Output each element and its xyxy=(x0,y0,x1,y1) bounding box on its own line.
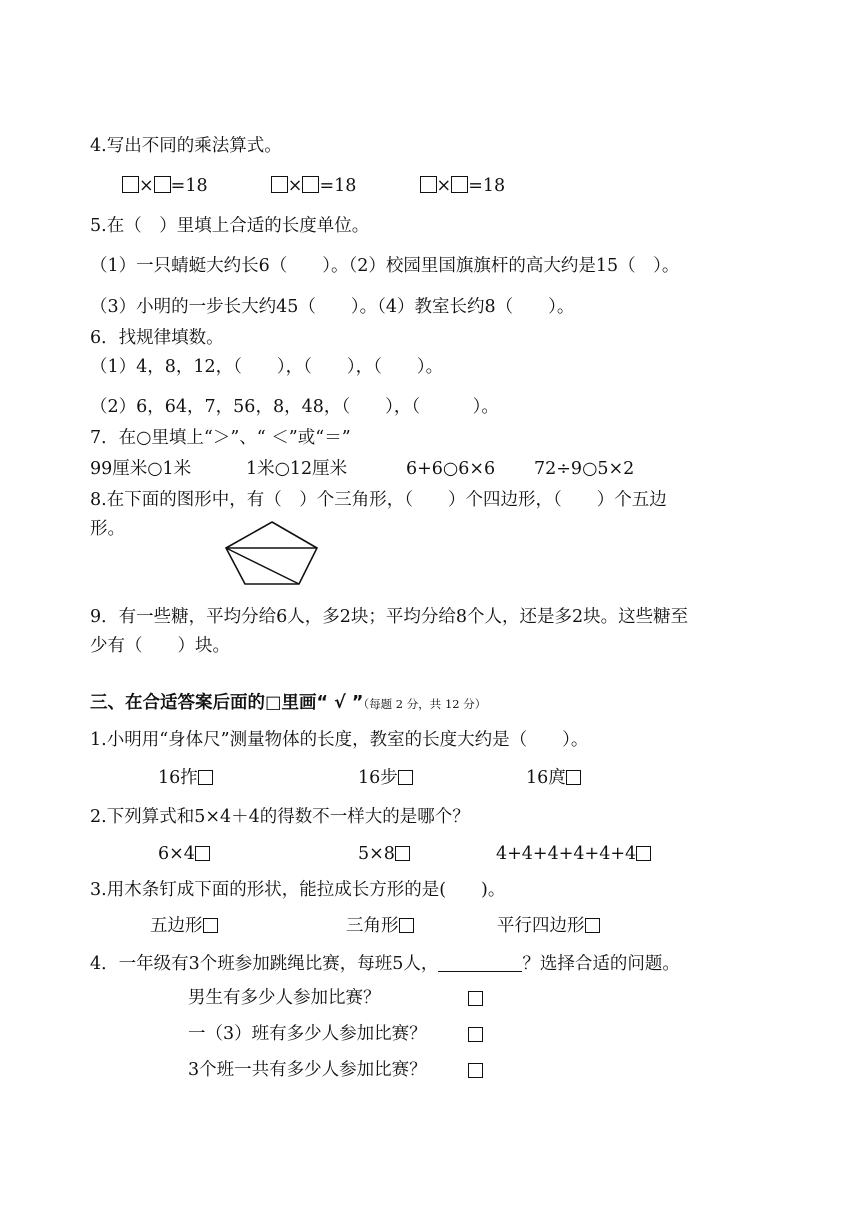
answer-box[interactable] xyxy=(302,176,319,193)
question-8-line-1: 8.在下面的图形中，有（ ）个三角形，（ ）个四边形，（ ）个五边 xyxy=(90,490,667,510)
checkbox[interactable] xyxy=(468,1063,483,1078)
checkbox[interactable] xyxy=(468,1027,483,1042)
checkbox[interactable] xyxy=(468,991,483,1006)
multiplication-row: × =18 × =18 × =18 xyxy=(122,176,505,197)
s4-option-3: 3个班一共有多少人参加比赛？ xyxy=(188,1060,427,1080)
pentagon-figure xyxy=(220,518,324,590)
compare-item-1: 99厘米○1米 xyxy=(90,459,192,479)
s4-option-1: 男生有多少人参加比赛？ xyxy=(188,988,381,1008)
s3-option-2: 三角形 xyxy=(346,916,414,937)
question-9-line-2: 少有（ ）块。 xyxy=(90,636,230,656)
checkbox[interactable] xyxy=(585,918,600,933)
checkbox[interactable] xyxy=(566,770,581,785)
s2-option-1: 6×4 xyxy=(158,844,210,865)
s3-option-3: 平行四边形 xyxy=(497,916,600,937)
question-7-title: 7．在○里填上“＞”、“ ＜”或“＝” xyxy=(90,428,351,448)
s2-option-2: 5×8 xyxy=(358,844,410,865)
checkbox[interactable] xyxy=(398,770,413,785)
s3-title: 3.用木条钉成下面的形状，能拉成长方形的是( )。 xyxy=(90,880,506,900)
s1-option-1: 16拃 xyxy=(158,768,213,789)
checkbox[interactable] xyxy=(636,846,651,861)
s2-option-3: 4+4+4+4+4+4 xyxy=(496,844,651,865)
checkbox[interactable] xyxy=(395,846,410,861)
question-5-line-1: （1）一只蜻蜓大约长6（ ）。（2）校园里国旗旗杆的高大约是15（ ）。 xyxy=(90,256,680,276)
s1-option-2: 16步 xyxy=(358,768,413,789)
s4-title: 4．一年级有3个班参加跳绳比赛，每班5人， ？选择合适的问题。 xyxy=(90,954,680,974)
answer-box[interactable] xyxy=(420,176,437,193)
question-6-line-1: （1）4，8，12，（ ），（ ），（ ）。 xyxy=(90,357,444,377)
s1-option-3: 16庹 xyxy=(526,768,581,789)
answer-box[interactable] xyxy=(451,176,468,193)
question-5-title: 5.在（ ）里填上合适的长度单位。 xyxy=(90,216,370,236)
checkbox[interactable] xyxy=(203,918,218,933)
question-6-line-2: （2）6，64，7，56，8，48，（ ），（ ）。 xyxy=(90,397,499,417)
checkbox[interactable] xyxy=(195,846,210,861)
section-3-heading: 三、在合适答案后面的□里画“ √ ”（每题 2 分，共 12 分） xyxy=(90,693,487,713)
s1-title: 1.小明用“身体尺”测量物体的长度，教室的长度大约是（ ）。 xyxy=(90,730,589,750)
question-4-title: 4.写出不同的乘法算式。 xyxy=(90,136,282,156)
compare-item-3: 6+6○6×6 xyxy=(406,459,496,479)
compare-item-4: 72÷9○5×2 xyxy=(534,459,635,479)
s2-title: 2.下列算式和5×4＋4的得数不一样大的是哪个？ xyxy=(90,807,470,827)
checkbox[interactable] xyxy=(198,770,213,785)
compare-item-2: 1米○12厘米 xyxy=(246,459,348,479)
question-9-line-1: 9．有一些糖，平均分给6人，多2块；平均分给8个人，还是多2块。这些糖至 xyxy=(90,607,689,627)
question-8-line-2: 形。 xyxy=(90,519,125,539)
answer-box[interactable] xyxy=(271,176,288,193)
answer-box[interactable] xyxy=(122,176,139,193)
s3-option-1: 五边形 xyxy=(150,916,218,937)
section-3-score-note: （每题 2 分，共 12 分） xyxy=(363,697,487,711)
answer-blank[interactable] xyxy=(438,953,522,972)
answer-box[interactable] xyxy=(154,176,171,193)
question-5-line-2: （3）小明的一步长大约45（ ）。（4）教室长约8（ ）。 xyxy=(90,297,575,317)
checkbox[interactable] xyxy=(399,918,414,933)
s4-option-2: 一（3）班有多少人参加比赛？ xyxy=(188,1024,427,1044)
question-6-title: 6．找规律填数。 xyxy=(90,328,224,348)
